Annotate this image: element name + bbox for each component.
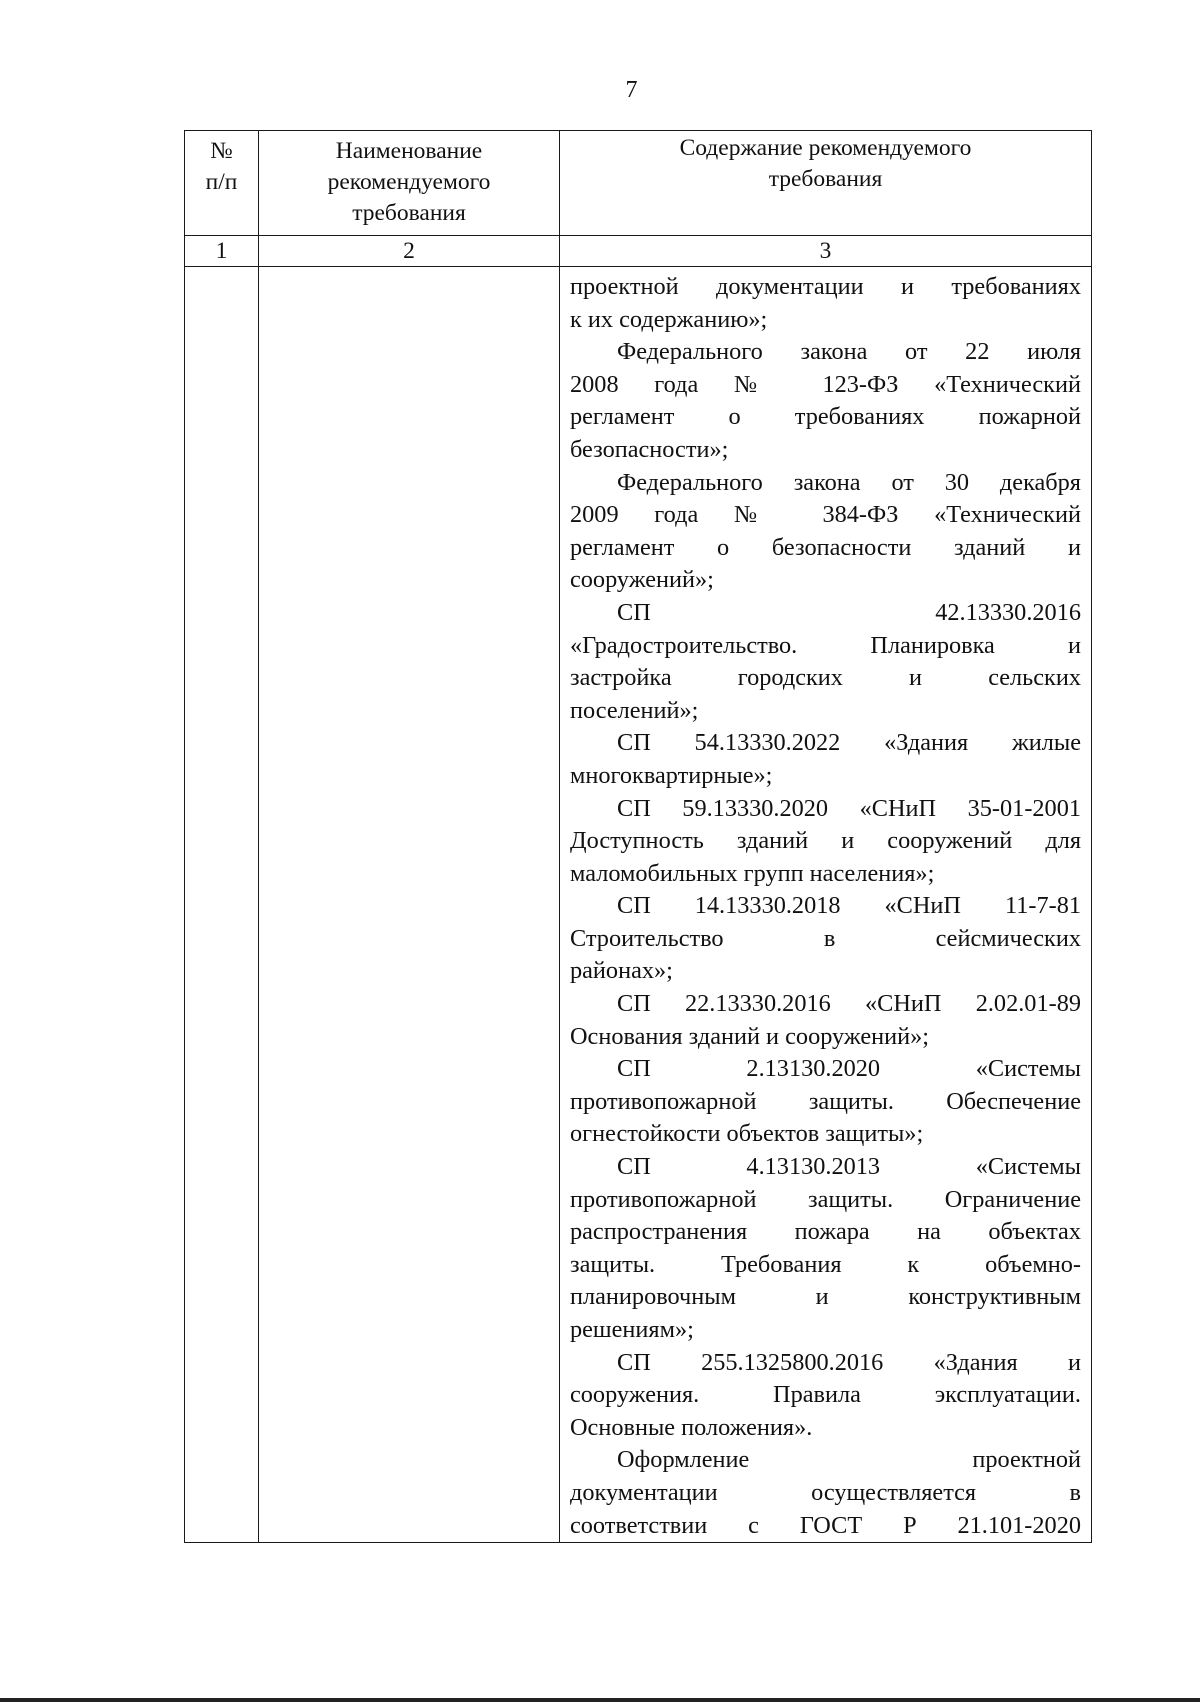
page-number: 7 (625, 77, 638, 103)
header-requirement-name (259, 131, 560, 236)
content-line: противопожарной защиты. Ограничение (570, 1185, 1081, 1213)
header-name-line: требования (352, 200, 466, 226)
content-line: поселений»; (570, 696, 699, 724)
content-line: проектной документации и требованиях (570, 273, 1081, 300)
content-line: планировочным и конструктивным (570, 1283, 1081, 1311)
content-line: сооружений»; (570, 566, 714, 594)
content-line: к их содержанию»; (570, 305, 768, 333)
content-line: СП 2.13130.2020 «Системы (617, 1055, 1081, 1083)
row-content-cell (560, 267, 1092, 1543)
content-line: Доступность зданий и сооружений для (570, 827, 1081, 855)
header-content-line: Содержание рекомендуемого (679, 135, 972, 161)
column-number-row (185, 236, 1092, 267)
table-row (185, 267, 1092, 1543)
content-line: документации осуществляется в (570, 1478, 1081, 1506)
content-line: регламент о требованиях пожарной (570, 403, 1081, 431)
requirements-table (184, 130, 1092, 1543)
header-name-line: Наименование (335, 138, 483, 164)
column-number-1: 1 (185, 236, 259, 267)
content-line: «Градостроительство. Планировка и (570, 631, 1081, 659)
content-line: застройка городских и сельских (570, 664, 1081, 692)
row-number-cell (185, 267, 259, 1543)
content-line: многоквартирные»; (570, 761, 773, 789)
content-line: Федерального закона от 30 декабря (617, 468, 1081, 496)
column-number-3: 3 (560, 236, 1092, 267)
row-name-cell (259, 267, 560, 1543)
requirement-content-text (560, 267, 1091, 1542)
content-line: безопасности»; (570, 435, 729, 463)
content-line: решениям»; (570, 1316, 694, 1343)
header-content-line: требования (768, 166, 883, 192)
content-line: 2009 года № 384-ФЗ «Технический (570, 501, 1081, 529)
content-line: защиты. Требования к объемно- (570, 1250, 1081, 1278)
header-name-line: рекомендуемого (327, 169, 491, 195)
content-line: СП 59.13330.2020 «СНиП 35-01-2001 (617, 794, 1081, 822)
content-line: Оформление проектной (617, 1446, 1081, 1474)
content-line: соответствии с ГОСТ Р 21.101-2020 (570, 1511, 1081, 1539)
table-header-row (185, 131, 1092, 236)
content-line: огнестойкости объектов защиты»; (570, 1120, 924, 1148)
content-line: СП 14.13330.2018 «СНиП 11-7-81 (617, 892, 1081, 920)
content-line: СП 42.13330.2016 (617, 598, 1081, 626)
content-line: СП 255.1325800.2016 «Здания и (617, 1348, 1081, 1376)
header-number-line: п/п (205, 169, 238, 195)
scan-border (0, 1698, 1200, 1702)
content-line: регламент о безопасности зданий и (570, 533, 1081, 561)
content-line: маломобильных групп населения»; (570, 859, 935, 887)
column-number-2: 2 (259, 236, 560, 267)
header-number-line: № (210, 138, 233, 164)
content-line: сооружения. Правила эксплуатации. (570, 1381, 1081, 1409)
content-line: 2008 года № 123-ФЗ «Технический (570, 370, 1081, 398)
header-requirement-content (560, 131, 1092, 236)
content-line: распространения пожара на объектах (570, 1218, 1081, 1246)
content-line: районах»; (570, 957, 673, 985)
content-line: Строительство в сейсмических (570, 924, 1081, 952)
header-number (185, 131, 259, 236)
content-line: Основания зданий и сооружений»; (570, 1022, 930, 1050)
content-line: СП 54.13330.2022 «Здания жилые (617, 729, 1081, 757)
content-line: СП 22.13330.2016 «СНиП 2.02.01-89 (617, 990, 1081, 1018)
content-line: СП 4.13130.2013 «Системы (617, 1153, 1081, 1181)
content-line: Федерального закона от 22 июля (617, 338, 1081, 366)
content-line: противопожарной защиты. Обеспечение (570, 1087, 1081, 1115)
content-line: Основные положения». (570, 1413, 813, 1441)
